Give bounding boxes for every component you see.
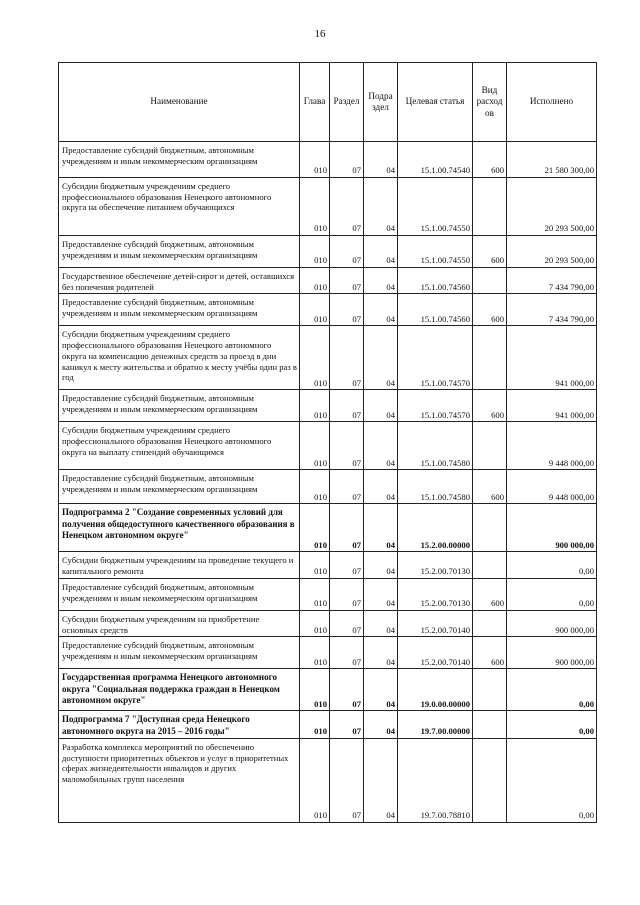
cell-vid xyxy=(473,504,507,552)
cell-article: 15.2.00.70140 xyxy=(398,637,473,669)
cell-article: 15.1.00.74570 xyxy=(398,326,473,390)
cell-razdel: 07 xyxy=(330,738,364,822)
cell-podrazdel: 04 xyxy=(364,610,398,636)
cell-name: Подпрограмма 7 "Доступная среда Ненецкого автономного округа на 2015 – 2016 годы" xyxy=(59,711,300,739)
cell-razdel: 07 xyxy=(330,578,364,610)
cell-name: Предоставление субсидий бюджетным, автономным учреждениям и иным некоммерческим организациям xyxy=(59,637,300,669)
cell-name: Субсидии бюджетным учреждениям среднего профессионального образования Ненецкого автономного округа на компенсацию денежных средств за проезд в дни каникул к месту жительства и обратно к месту учёбы один раз в год xyxy=(59,326,300,390)
cell-ispolneno: 941 000,00 xyxy=(507,326,597,390)
cell-razdel: 07 xyxy=(330,142,364,178)
cell-razdel: 07 xyxy=(330,669,364,711)
table-row xyxy=(59,711,597,739)
cell-name: Подпрограмма 2 "Создание современных условий для получения общедоступного качественного образования в Ненецком автономном округе" xyxy=(59,504,300,552)
cell-podrazdel: 04 xyxy=(364,738,398,822)
cell-vid: 600 xyxy=(473,637,507,669)
cell-podrazdel: 04 xyxy=(364,236,398,268)
cell-podrazdel: 04 xyxy=(364,422,398,470)
cell-article: 15.2.00.00000 xyxy=(398,504,473,552)
header-row xyxy=(59,63,597,142)
cell-ispolneno: 20 293 500,00 xyxy=(507,236,597,268)
cell-vid xyxy=(473,669,507,711)
cell-ispolneno: 0,00 xyxy=(507,711,597,739)
cell-article: 19.0.00.00000 xyxy=(398,669,473,711)
cell-ispolneno: 900 000,00 xyxy=(507,637,597,669)
table-row xyxy=(59,637,597,669)
cell-glava: 010 xyxy=(300,178,330,236)
cell-name: Государственное обеспечение детей-сирот и детей, оставшихся без попечения родителей xyxy=(59,268,300,294)
cell-name: Предоставление субсидий бюджетным, автономным учреждениям и иным некоммерческим организациям xyxy=(59,236,300,268)
cell-name: Предоставление субсидий бюджетным, автономным учреждениям и иным некоммерческим организациям xyxy=(59,578,300,610)
cell-vid: 600 xyxy=(473,390,507,422)
cell-article: 19.7.00.00000 xyxy=(398,711,473,739)
table-row xyxy=(59,578,597,610)
cell-article: 15.1.00.74580 xyxy=(398,470,473,504)
cell-glava: 010 xyxy=(300,294,330,326)
cell-article: 15.1.00.74580 xyxy=(398,422,473,470)
cell-razdel: 07 xyxy=(330,178,364,236)
cell-podrazdel: 04 xyxy=(364,326,398,390)
cell-article: 15.2.00.70140 xyxy=(398,610,473,636)
cell-article: 15.1.00.74560 xyxy=(398,268,473,294)
cell-ispolneno: 900 000,00 xyxy=(507,610,597,636)
cell-podrazdel: 04 xyxy=(364,578,398,610)
cell-name: Предоставление субсидий бюджетным, автономным учреждениям и иным некоммерческим организациям xyxy=(59,142,300,178)
table-row xyxy=(59,294,597,326)
cell-razdel: 07 xyxy=(330,637,364,669)
cell-article: 15.2.00.70130 xyxy=(398,552,473,578)
cell-vid xyxy=(473,552,507,578)
table-row xyxy=(59,504,597,552)
cell-razdel: 07 xyxy=(330,390,364,422)
cell-ispolneno: 21 580 300,00 xyxy=(507,142,597,178)
cell-glava: 010 xyxy=(300,422,330,470)
table-row xyxy=(59,326,597,390)
cell-name: Субсидии бюджетным учреждениям среднего профессионального образования Ненецкого автономного округа на выплату стипендий обучающимся xyxy=(59,422,300,470)
cell-razdel: 07 xyxy=(330,422,364,470)
cell-podrazdel: 04 xyxy=(364,669,398,711)
header-glava: Глава xyxy=(300,63,330,142)
cell-razdel: 07 xyxy=(330,552,364,578)
table-row xyxy=(59,268,597,294)
table-body xyxy=(59,142,597,823)
cell-vid xyxy=(473,326,507,390)
cell-glava: 010 xyxy=(300,637,330,669)
cell-podrazdel: 04 xyxy=(364,294,398,326)
cell-podrazdel: 04 xyxy=(364,711,398,739)
cell-glava: 010 xyxy=(300,711,330,739)
cell-glava: 010 xyxy=(300,610,330,636)
cell-article: 19.7.00.78810 xyxy=(398,738,473,822)
table-row xyxy=(59,669,597,711)
cell-razdel: 07 xyxy=(330,610,364,636)
header-podrazdel: Подра здел xyxy=(364,63,398,142)
cell-ispolneno: 941 000,00 xyxy=(507,390,597,422)
cell-podrazdel: 04 xyxy=(364,552,398,578)
table-row xyxy=(59,470,597,504)
cell-glava: 010 xyxy=(300,470,330,504)
cell-article: 15.1.00.74540 xyxy=(398,142,473,178)
cell-podrazdel: 04 xyxy=(364,470,398,504)
cell-glava: 010 xyxy=(300,504,330,552)
budget-table xyxy=(58,62,597,823)
cell-ispolneno: 0,00 xyxy=(507,552,597,578)
cell-name: Субсидии бюджетным учреждениям среднего профессионального образования Ненецкого автономного округа на обеспечение питанием обучающихся xyxy=(59,178,300,236)
cell-razdel: 07 xyxy=(330,268,364,294)
header-name: Наименование xyxy=(59,63,300,142)
header-ispolneno: Исполнено xyxy=(507,63,597,142)
cell-ispolneno: 900 000,00 xyxy=(507,504,597,552)
cell-glava: 010 xyxy=(300,669,330,711)
cell-razdel: 07 xyxy=(330,294,364,326)
cell-name: Предоставление субсидий бюджетным, автономным учреждениям и иным некоммерческим организациям xyxy=(59,470,300,504)
cell-podrazdel: 04 xyxy=(364,142,398,178)
cell-ispolneno: 0,00 xyxy=(507,578,597,610)
cell-razdel: 07 xyxy=(330,504,364,552)
cell-podrazdel: 04 xyxy=(364,268,398,294)
cell-name: Государственная программа Ненецкого автономного округа "Социальная поддержка граждан в Ненецком автономном округе" xyxy=(59,669,300,711)
table-row xyxy=(59,422,597,470)
cell-glava: 010 xyxy=(300,390,330,422)
cell-podrazdel: 04 xyxy=(364,637,398,669)
cell-razdel: 07 xyxy=(330,326,364,390)
cell-article: 15.1.00.74560 xyxy=(398,294,473,326)
cell-glava: 010 xyxy=(300,326,330,390)
cell-vid: 600 xyxy=(473,470,507,504)
table-row xyxy=(59,142,597,178)
cell-razdel: 07 xyxy=(330,711,364,739)
cell-ispolneno: 0,00 xyxy=(507,669,597,711)
cell-vid xyxy=(473,610,507,636)
cell-podrazdel: 04 xyxy=(364,504,398,552)
cell-vid: 600 xyxy=(473,236,507,268)
cell-glava: 010 xyxy=(300,142,330,178)
cell-podrazdel: 04 xyxy=(364,178,398,236)
cell-vid xyxy=(473,178,507,236)
cell-vid: 600 xyxy=(473,142,507,178)
cell-glava: 010 xyxy=(300,268,330,294)
table-row xyxy=(59,738,597,822)
cell-ispolneno: 7 434 790,00 xyxy=(507,268,597,294)
cell-vid xyxy=(473,711,507,739)
table-row xyxy=(59,552,597,578)
cell-vid xyxy=(473,422,507,470)
cell-article: 15.1.00.74550 xyxy=(398,178,473,236)
cell-glava: 010 xyxy=(300,552,330,578)
cell-name: Предоставление субсидий бюджетным, автономным учреждениям и иным некоммерческим организациям xyxy=(59,294,300,326)
cell-ispolneno: 9 448 000,00 xyxy=(507,422,597,470)
cell-name: Субсидии бюджетным учреждениям на проведение текущего и капитального ремонта xyxy=(59,552,300,578)
cell-podrazdel: 04 xyxy=(364,390,398,422)
cell-ispolneno: 9 448 000,00 xyxy=(507,470,597,504)
cell-ispolneno: 7 434 790,00 xyxy=(507,294,597,326)
cell-ispolneno: 0,00 xyxy=(507,738,597,822)
cell-vid xyxy=(473,738,507,822)
cell-article: 15.2.00.70130 xyxy=(398,578,473,610)
cell-name: Предоставление субсидий бюджетным, автономным учреждениям и иным некоммерческим организациям xyxy=(59,390,300,422)
header-article: Целевая статья xyxy=(398,63,473,142)
cell-vid xyxy=(473,268,507,294)
cell-name: Субсидии бюджетным учреждениям на приобретение основных средств xyxy=(59,610,300,636)
header-vid: Вид расход ов xyxy=(473,63,507,142)
cell-article: 15.1.00.74550 xyxy=(398,236,473,268)
cell-article: 15.1.00.74570 xyxy=(398,390,473,422)
cell-glava: 010 xyxy=(300,578,330,610)
cell-glava: 010 xyxy=(300,738,330,822)
cell-glava: 010 xyxy=(300,236,330,268)
header-razdel: Раздел xyxy=(330,63,364,142)
cell-name: Разработка комплекса мероприятий по обеспечению доступности приоритетных объектов и услуг в приоритетных сферах жизнедеятельности инвалидов и других маломобильных групп населения xyxy=(59,738,300,822)
cell-vid: 600 xyxy=(473,294,507,326)
cell-razdel: 07 xyxy=(330,470,364,504)
table-row xyxy=(59,390,597,422)
page-number: 16 xyxy=(314,28,326,40)
cell-razdel: 07 xyxy=(330,236,364,268)
table-row xyxy=(59,236,597,268)
cell-ispolneno: 20 293 500,00 xyxy=(507,178,597,236)
table-row xyxy=(59,610,597,636)
table-row xyxy=(59,178,597,236)
cell-vid: 600 xyxy=(473,578,507,610)
